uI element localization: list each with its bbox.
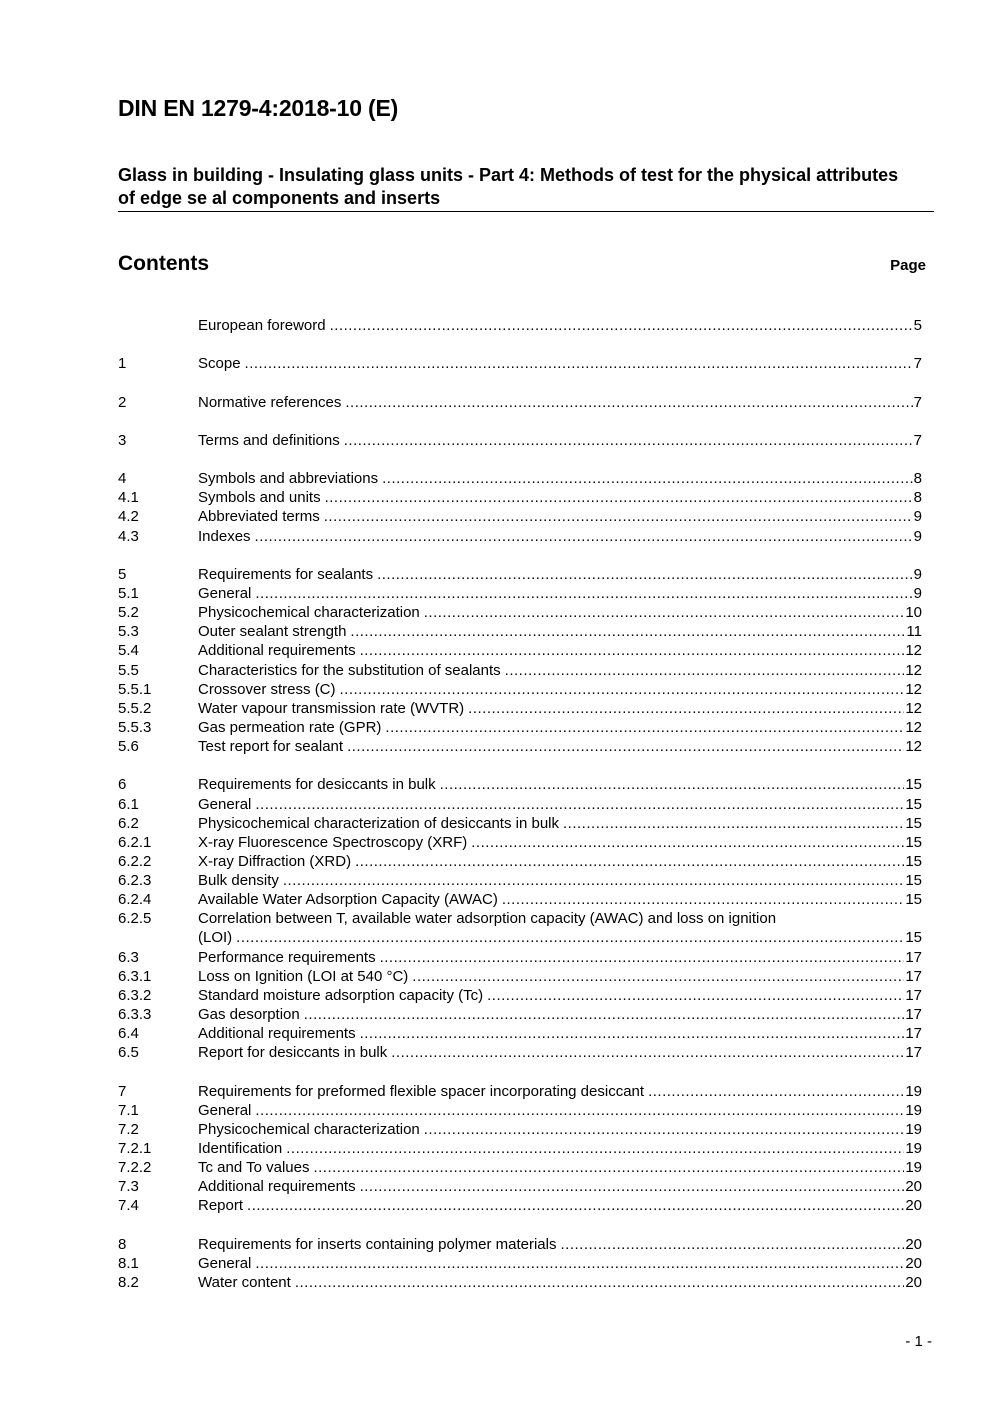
toc-entry-page: 8 [913,470,922,488]
toc-entry-label: Identification [198,1140,283,1158]
toc-entry[interactable] [118,316,922,335]
toc-entry[interactable] [118,1158,922,1177]
toc-entry[interactable] [118,1043,922,1062]
toc-entry[interactable] [118,354,922,373]
toc-dot-leader [440,775,905,794]
toc-entry-label: Additional requirements [198,642,356,660]
toc-entry-label: Test report for sealant [198,738,344,756]
toc-dot-leader [344,431,913,450]
toc-dot-leader [236,928,904,947]
toc-dot-leader [382,469,913,488]
toc-entry[interactable] [118,565,922,584]
toc-dot-leader [324,507,913,526]
toc-dot-leader [487,986,904,1005]
toc-entry-label: Characteristics for the substitution of sealants [198,661,501,679]
toc-entry-number: 7.2.1 [118,1140,152,1158]
toc-entry-page: 17 [905,1025,922,1043]
toc-entry-label: Symbols and abbreviations [198,470,379,488]
toc-dot-leader [295,1273,904,1292]
contents-heading: Contents [118,252,209,275]
toc-entry-label: Additional requirements [198,1178,356,1196]
toc-entry-number: 7.1 [118,1101,139,1119]
toc-entry-number: 6.3 [118,948,139,966]
toc-entry-label: Requirements for inserts containing polymer materials [198,1235,557,1253]
toc-entry-number: 7.2 [118,1120,139,1138]
document-id: DIN EN 1279-4:2018-10 (E) [118,95,399,121]
toc-entry-number: 6.2.3 [118,872,152,890]
toc-entry-label: Requirements for sealants [198,565,374,583]
toc-entry-page: 19 [905,1082,922,1100]
toc-entry-number: 7.3 [118,1178,139,1196]
toc-entry[interactable] [118,622,922,641]
toc-entry-number: 7.4 [118,1197,139,1215]
toc-entry-page: 12 [905,699,922,717]
toc-dot-leader [355,852,904,871]
toc-entry-number: 6.2.4 [118,891,152,909]
toc-entry[interactable] [118,929,922,948]
toc-entry-page: 15 [905,814,922,832]
toc-entry[interactable] [118,393,922,412]
toc-entry-number: 8.2 [118,1274,139,1292]
toc-entry[interactable] [118,661,922,680]
toc-entry-page: 20 [905,1235,922,1253]
toc-entry-number: 6.3.2 [118,986,152,1004]
toc-entry-number: 4 [118,470,127,488]
toc-entry[interactable] [118,775,922,794]
toc-entry-number: 3 [118,431,127,449]
toc-entry-label: Gas permeation rate (GPR) [198,718,382,736]
toc-entry-label: General [198,584,252,602]
toc-entry[interactable] [118,1273,922,1292]
toc-entry-number: 6.4 [118,1025,139,1043]
toc-entry-number: 5.6 [118,738,139,756]
toc-dot-leader [471,833,904,852]
toc-entry-label: Bulk density [198,872,279,890]
toc-entry-label: Standard moisture adsorption capacity (Tc) [198,986,484,1004]
toc-entry-number: 5.5.2 [118,699,152,717]
toc-entry-number: 5.5 [118,661,139,679]
toc-entry-label: Symbols and units [198,489,321,507]
toc-entry-number: 4.3 [118,527,139,545]
toc-entry[interactable] [118,871,922,890]
toc-entry-label: Gas desorption [198,1006,300,1024]
toc-entry-page: 17 [905,967,922,985]
toc-dot-leader [360,641,905,660]
toc-entry-page: 10 [905,604,922,622]
toc-entry-label: Physicochemical characterization of desiccants in bulk [198,814,560,832]
document-title: Glass in building - Insulating glass units - Part 4: Methods of test for the physical attributes of edge se al components and inserts [118,165,899,208]
toc-entry-page: 12 [905,680,922,698]
toc-entry-number: 6.5 [118,1044,139,1062]
toc-entry-number: 5 [118,565,127,583]
toc-dot-leader [468,699,904,718]
toc-entry-page: 7 [913,355,922,373]
toc-entry-page: 20 [905,1274,922,1292]
toc-entry[interactable] [118,833,922,852]
toc-entry[interactable] [118,1254,922,1273]
toc-entry-label: Requirements for preformed flexible spacer incorporating desiccant [198,1082,645,1100]
toc-dot-leader [325,488,913,507]
toc-entry-number: 5.5.3 [118,718,152,736]
toc-dot-leader [340,680,905,699]
toc-entry[interactable] [118,1101,922,1120]
toc-dot-leader [255,1101,904,1120]
toc-entry[interactable] [118,699,922,718]
toc-entry[interactable] [118,737,922,756]
toc-entry-number: 6.2.1 [118,833,152,851]
footer-page-number: - 1 - [905,1333,932,1350]
toc-entry-page: 15 [905,833,922,851]
toc-dot-leader [648,1082,904,1101]
toc-entry-number: 8 [118,1235,127,1253]
toc-entry-number: 6.1 [118,795,139,813]
toc-entry-page: 15 [905,795,922,813]
toc-entry-number: 4.2 [118,508,139,526]
toc-entry-number: 6.2.2 [118,852,152,870]
toc-entry-page: 5 [913,316,922,334]
toc-entry-label: Normative references [198,393,342,411]
toc-dot-leader [255,527,913,546]
toc-entry[interactable] [118,1196,922,1215]
toc-entry-page: 19 [905,1101,922,1119]
toc-entry[interactable] [118,1235,922,1254]
toc-entry-number: 5.1 [118,584,139,602]
toc-entry-label: Report for desiccants in bulk [198,1044,388,1062]
toc-entry-number: 5.4 [118,642,139,660]
toc-dot-leader [560,1235,904,1254]
toc-entry[interactable] [118,1024,922,1043]
toc-dot-leader [360,1177,905,1196]
toc-entry-label: X-ray Fluorescence Spectroscopy (XRF) [198,833,468,851]
toc-entry-label: Report [198,1197,244,1215]
toc-entry-label: Scope [198,355,241,373]
toc-dot-leader [286,1139,904,1158]
toc-entry-label: Correlation between T, available water adsorption capacity (AWAC) and loss on ignition [198,910,777,928]
toc-entry-number: 6.2 [118,814,139,832]
toc-dot-leader [330,316,913,335]
toc-entry-number: 6.3.3 [118,1006,152,1024]
toc-entry-number: 4.1 [118,489,139,507]
toc-entry-label: Physicochemical characterization [198,604,420,622]
toc-entry[interactable] [118,852,922,871]
toc-entry[interactable] [118,795,922,814]
toc-entry-number: 5.3 [118,623,139,641]
toc-entry-label: Crossover stress (C) [198,680,336,698]
toc-entry-number: 2 [118,393,127,411]
toc-entry-page: 12 [905,661,922,679]
toc-entry-label: Available Water Adsorption Capacity (AWAC) [198,891,498,909]
toc-entry-number: 5.5.1 [118,680,152,698]
toc-entry-page: 12 [905,718,922,736]
toc-entry-page: 9 [913,584,922,602]
toc-dot-leader [255,1254,904,1273]
page-column-heading: Page [890,257,926,274]
toc-dot-leader [255,795,904,814]
toc-entry-label: General [198,1101,252,1119]
toc-entry-number: 5.2 [118,604,139,622]
toc-dot-leader [283,871,904,890]
toc-entry-label: General [198,1254,252,1272]
toc-dot-leader [377,565,913,584]
toc-entry-page: 7 [913,431,922,449]
toc-entry-label: Outer sealant strength [198,623,347,641]
toc-entry[interactable] [118,1177,922,1196]
toc-dot-leader [380,948,905,967]
toc-dot-leader [502,890,904,909]
title-rule [118,211,934,212]
toc-entry-label: General [198,795,252,813]
toc-entry[interactable] [118,680,922,699]
toc-entry[interactable] [118,431,922,450]
toc-dot-leader [247,1196,904,1215]
toc-entry-label: (LOI) [198,929,233,947]
toc-entry-label: Performance requirements [198,948,376,966]
toc-entry-page: 15 [905,872,922,890]
toc-entry-label: Abbreviated terms [198,508,320,526]
toc-entry[interactable] [118,1005,922,1024]
toc-entry-label: Water vapour transmission rate (WVTR) [198,699,465,717]
toc-entry-page: 19 [905,1140,922,1158]
toc-entry-page: 19 [905,1120,922,1138]
toc-entry-page: 17 [905,948,922,966]
toc-entry-number: 6.2.5 [118,910,152,928]
toc-entry-page: 12 [905,738,922,756]
toc-dot-leader [313,1158,904,1177]
toc-dot-leader [350,622,905,641]
toc-entry-page: 20 [905,1197,922,1215]
toc-dot-leader [412,967,904,986]
toc-entry[interactable] [118,909,922,928]
toc-entry[interactable] [118,814,922,833]
toc-entry-page: 15 [905,776,922,794]
toc-dot-leader [563,814,904,833]
toc-entry[interactable] [118,507,922,526]
toc-dot-leader [360,1024,905,1043]
toc-dot-leader [385,718,904,737]
toc-entry-label: Additional requirements [198,1025,356,1043]
toc-entry-page: 9 [913,527,922,545]
toc-entry-number: 8.1 [118,1254,139,1272]
toc-dot-leader [424,603,905,622]
toc-entry-label: Terms and definitions [198,431,340,449]
toc-entry[interactable] [118,488,922,507]
toc-entry[interactable] [118,948,922,967]
toc-entry[interactable] [118,469,922,488]
toc-entry[interactable] [118,986,922,1005]
toc-entry-page: 9 [913,508,922,526]
toc-entry[interactable] [118,603,922,622]
toc-entry-number: 1 [118,355,127,373]
toc-entry-page: 19 [905,1159,922,1177]
toc-entry[interactable] [118,718,922,737]
toc-entry[interactable] [118,641,922,660]
toc-dot-leader [255,584,912,603]
toc-entry-number: 6.3.1 [118,967,152,985]
toc-entry-label: Tc and To values [198,1159,310,1177]
toc-entry[interactable] [118,584,922,603]
toc-entry-page: 7 [913,393,922,411]
toc-entry-label: X-ray Diffraction (XRD) [198,852,352,870]
toc-entry-page: 11 [906,623,922,641]
toc-dot-leader [424,1120,905,1139]
toc-entry[interactable] [118,1139,922,1158]
toc-entry-page: 15 [905,891,922,909]
toc-entry-label: European foreword [198,316,326,334]
toc-entry-label: Water content [198,1274,291,1292]
toc-entry-label: Physicochemical characterization [198,1120,420,1138]
toc-entry[interactable] [118,890,922,909]
toc-entry-page: 15 [905,852,922,870]
toc-entry-label: Loss on Ignition (LOI at 540 °C) [198,967,409,985]
toc-entry[interactable] [118,1120,922,1139]
toc-entry-page: 15 [905,929,922,947]
toc-entry-page: 8 [913,489,922,507]
toc-dot-leader [505,661,905,680]
toc-entry-number: 6 [118,776,127,794]
toc-entry[interactable] [118,967,922,986]
toc-entry-page: 17 [905,1044,922,1062]
toc-dot-leader [304,1005,905,1024]
toc-entry-number: 7.2.2 [118,1159,152,1177]
toc-dot-leader [345,393,912,412]
toc-entry-page: 20 [905,1178,922,1196]
toc-entry-number: 7 [118,1082,127,1100]
toc-dot-leader [245,354,913,373]
table-of-contents [118,316,922,1292]
toc-entry-label: Indexes [198,527,251,545]
toc-dot-leader [347,737,904,756]
toc-entry-page: 17 [905,986,922,1004]
toc-entry[interactable] [118,1082,922,1101]
toc-entry-page: 9 [913,565,922,583]
toc-dot-leader [391,1043,904,1062]
toc-entry-page: 17 [905,1006,922,1024]
toc-entry[interactable] [118,527,922,546]
toc-entry-label: Requirements for desiccants in bulk [198,776,436,794]
toc-entry-page: 12 [905,642,922,660]
toc-entry-page: 20 [905,1254,922,1272]
